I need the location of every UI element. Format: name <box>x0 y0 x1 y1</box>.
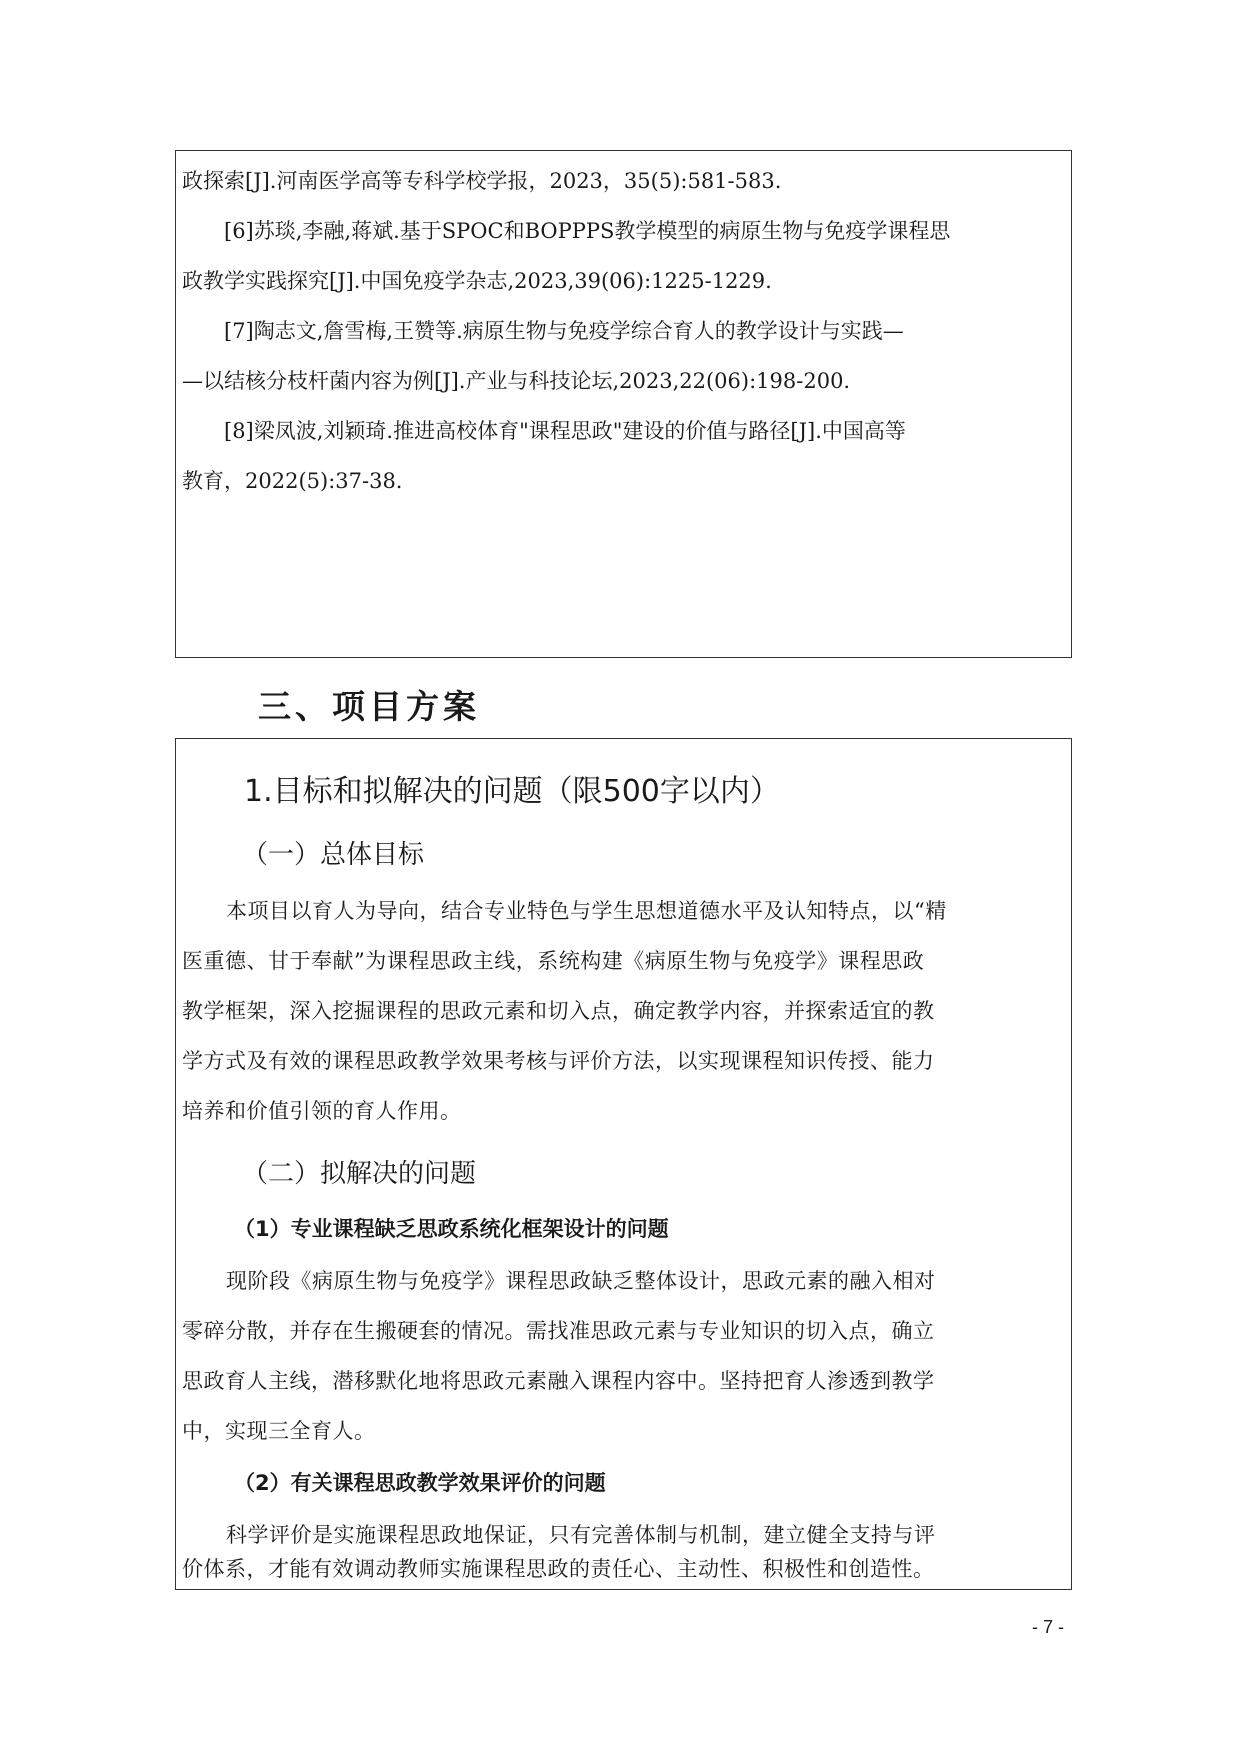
reference-line: 政教学实践探究[J].中国免疫学杂志,2023,39(06):1225-1229. <box>182 269 772 293</box>
paragraph-line: 价体系，才能有效调动教师实施课程思政的责任心、主动性、积极性和创造性。 <box>182 1557 935 1581</box>
paragraph-line: 学方式及有效的课程思政教学效果考核与评价方法，以实现课程知识传授、能力 <box>182 1049 935 1073</box>
problems-heading: （二）拟解决的问题 <box>242 1159 477 1189</box>
reference-line: 教育，2022(5):37-38. <box>182 469 403 493</box>
problem2-heading: （2）有关课程思政教学效果评价的问题 <box>234 1471 606 1495</box>
paragraph-line: 思政育人主线，潜移默化地将思政元素融入课程内容中。坚持把育人渗透到教学 <box>182 1369 935 1393</box>
reference-line: [6]苏琰,李融,蒋斌.基于SPOC和BOPPPS教学模型的病原生物与免疫学课程思 <box>224 219 951 243</box>
reference-line: —以结核分枝杆菌内容为例[J].产业与科技论坛,2023,22(06):198-200. <box>182 369 851 393</box>
paragraph-line: 教学框架，深入挖掘课程的思政元素和切入点，确定教学内容，并探索适宜的教 <box>182 999 935 1023</box>
references-box <box>175 150 1072 658</box>
section-heading: 三、项目方案 <box>258 687 480 726</box>
plan-title: 1.目标和拟解决的问题（限500字以内） <box>244 774 780 809</box>
reference-line: [7]陶志文,詹雪梅,王赞等.病原生物与免疫学综合育人的教学设计与实践— <box>224 319 904 343</box>
problem1-heading: （1）专业课程缺乏思政系统化框架设计的问题 <box>234 1217 669 1241</box>
paragraph-line: 培养和价值引领的育人作用。 <box>182 1099 462 1123</box>
plan-box <box>175 738 1072 1590</box>
paragraph-line: 医重德、甘于奉献”为课程思政主线，系统构建《病原生物与免疫学》课程思政 <box>182 949 925 973</box>
paragraph-line: 现阶段《病原生物与免疫学》课程思政缺乏整体设计，思政元素的融入相对 <box>226 1269 936 1293</box>
overall-goal-heading: （一）总体目标 <box>242 840 425 870</box>
paragraph-line: 零碎分散，并存在生搬硬套的情况。需找准思政元素与专业知识的切入点，确立 <box>182 1319 935 1343</box>
reference-line: 政探索[J].河南医学高等专科学校学报，2023，35(5):581-583. <box>182 169 782 193</box>
reference-line: [8]梁凤波,刘颖琦.推进高校体育"课程思政"建设的价值与路径[J].中国高等 <box>224 419 906 443</box>
paragraph-line: 中，实现三全育人。 <box>182 1419 376 1443</box>
page-number: - 7 - <box>1032 1617 1065 1637</box>
paragraph-line: 科学评价是实施课程思政地保证，只有完善体制与机制，建立健全支持与评 <box>226 1523 936 1547</box>
paragraph-line: 本项目以育人为导向，结合专业特色与学生思想道德水平及认知特点，以“精 <box>226 899 947 923</box>
